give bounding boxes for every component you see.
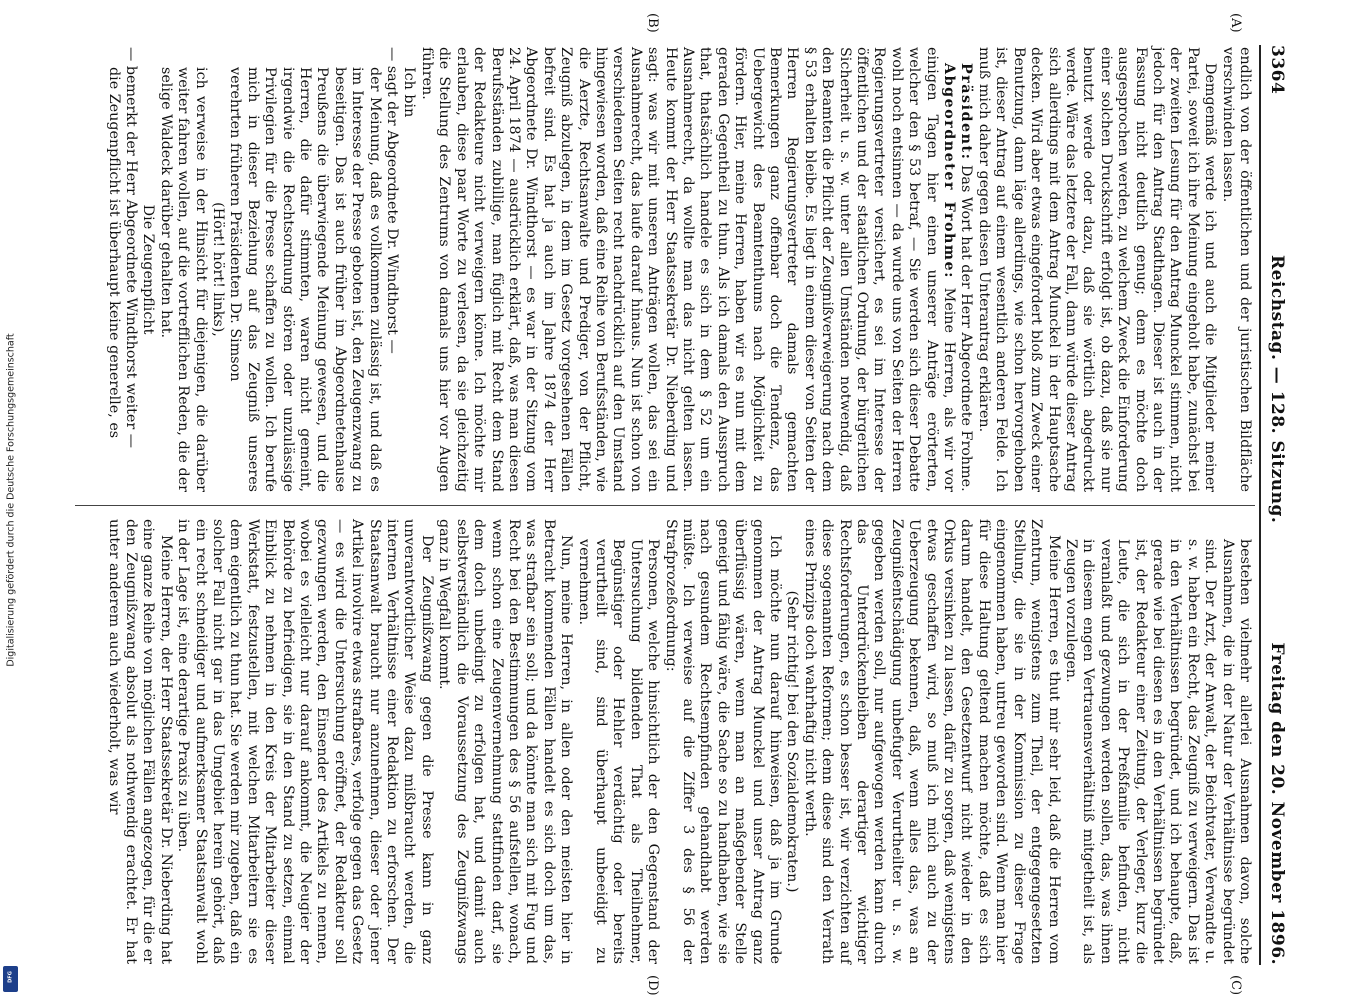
quote-paragraph: ich verweise in der Hinsicht für diejenigen, die darüber weiter fahren wollen, auf die vortrefflichen Reden, die der selige Waldeck darüber gehalten hat.: [157, 67, 209, 492]
page-header: [1263, 45, 1287, 965]
header-date: Freitag den 20. November 1896.: [1267, 642, 1287, 965]
margin-letter-a: (A): [1228, 13, 1243, 33]
quote-paragraph: bestehen vielmehr allerlei Ausnahmen davon, solche Ausnahmen, die in der Natur der Verhältnisse begründet sind. Der Arzt, der Anwalt, der Beichtvater, Verwandte u. s. w. haben ein Recht, das Zeugniß zu verweigern. Das ist in den Verhältnissen begründet, und ich behaupte, daß, gerade wie bei diesen es in den Verhältnissen begründet ist, der Redakteur einer Zeitung, der Verleger, kurz die Leute, die sich in der Preßfamilie befinden, nicht veranlaßt und gezwungen werden sollen, das, was ihnen in diesem engen Vertrauensverhältniß mitgetheilt ist, als Zeugen vorzulegen.: [1062, 539, 1253, 964]
quote-paragraph: Personen, welche hinsichtlich der den Gegenstand der Untersuchung bildenden That als Theilnehmer, Begünstiger oder Hehler verdächtig oder bereits verurtheilt sind, sind überhaupt unbeeidigt zu vernehmen.: [575, 539, 662, 964]
dfg-logo: [3, 966, 18, 992]
header-title: Reichstag. — 128. Sitzung.: [1267, 255, 1287, 524]
quote-paragraph: die Zeugenpflicht ist überhaupt keine generelle, es: [105, 67, 122, 439]
left-column: [104, 47, 1253, 492]
digitization-credit: Digitalisierung gefördert durch die Deutsche Forschungsgemeinschaft: [5, 333, 17, 667]
paragraph: Meine Herren, es thut mir sehr leid, daß die Herren vom Zentrum, wenigstens zum Theil, der entgegengesetzten Stellung, die sie in der Kommission zu dieser Frage eingenommen haben, untreu geworden sind. Wenn man hier für diese Haltung geltend machen möchte, daß es sich darum handelt, den Gesetzentwurf nicht wieder in den Orkus versinken zu lassen, dafür zu sorgen, daß wenigstens etwas geschaffen wird, so muß ich mich auch zu der Ueberzeugung bekennen, daß, wenn alles das, was an Zeugnißentschädigung unbefugter Verurtheilter u. s. w. gegeben werden soll, nur aufgewogen werden kann durch das Unterdrückenbleiben derartiger wichtiger Rechtsforderungen, es schon besser ist, wir verzichten auf diese sogenannten Reformen; denn diese sind den Verrath eines Prinzips doch wahrhaftig nicht werth.: [801, 519, 1062, 964]
digitization-strip: [0, 0, 22, 1000]
speaker-name: Präsident:: [958, 63, 975, 161]
paragraph: Ich bin: [401, 67, 418, 118]
paragraph: Der Zeugnißzwang gegen die Presse kann in ganz unverantwortlicher Weise dazu mißbraucht werden, die internen Verhältnisse einer Redaktion zu erforschen. Der Staatsanwalt braucht nur anzunehmen, dieser oder jener Artikel involvire etwas strafbares, verfolge gegen das Gesetz — es wird die Untersuchung eröffnet, der Redakteur soll gezwungen werden, den Einsender des Artikels zu nennen, wobei es vielleicht nur darauf ankommt, die Neugier der Behörde zu befriedigen, sie in den Stand zu setzen, einmal Einblick zu nehmen in den Kreis der Mitarbeiter dieser Werkstatt, festzustellen, mit welchen Mitarbeitern sie es dem eigentlich zu thun hat. Sie werden mir zugeben, daß ein solcher Fall nicht gar in das Umgebiet herein gehört, daß ein recht schneidiger und aufmerksamer Staatsanwalt wohl in der Lage ist, eine derartige Praxis zu üben.: [175, 519, 435, 964]
paragraph: [957, 47, 974, 492]
paragraph: Demgemäß werde ich und auch die Mitglieder meiner Partei, soweit ich ihre Meinung eingeholt habe, zunächst bei der zweiten Lesung für den Antrag Munckel stimmen, nicht jedoch für den Antrag Stadthagen. Dieser ist auch in der Fassung nicht deutlich genug; denn es möchte doch ausgesprochen werden, zu welchem Zweck die Einforderung einer solchen Druckschrift erfolgt ist, ob dazu, daß sie nur benutzt werde oder dazu, daß sie wörtlich abgedruckt werde. Wäre das letztere der Fall, dann würde dieser Antrag sich allerdings mit dem Antrag Munckel in der Hauptsache decken. Wird aber etwas eingefordert bloß zum Zweck einer Benutzung, dann läge allerdings, wie schon hervorgehoben ist, dieser Antrag auf einem wesentlich anderen Felde. Ich muß mich daher gegen diesen Unterantrag erklären.: [975, 47, 1219, 492]
paragraph: — bemerkt der Herr Abgeordnete Windthorst weiter —: [123, 47, 139, 449]
paragraph: [418, 47, 958, 492]
scanned-page: [55, 5, 1305, 1005]
paragraph: Meine Herren, der Herr Staatssekretär Dr. Nieberding hat eine ganze Reihe von möglichen Fällen angezogen, für die er den Zeugnißzwang absolut als nothwendig erachtet. Er hat unter anderem auch wiederholt, was wir: [105, 519, 174, 964]
speaker-name: Abgeordneter Frohme:: [941, 63, 958, 279]
column-divider: [75, 505, 1255, 506]
speech-text: Meine Herren, als wir vor einigen Tagen hier einen unserer Anträge erörterten, welcher den § 53 betraf, — Sie werden sich dieser Debatte wohl noch entsinnen — da wurde uns von Seiten der Herren Regierungsvertreter versichert, es sei im Interesse der öffentlichen und der staatlichen Ordnung, der bürgerlichen Sicherheit u. s. w. unter allen Umständen notwendig, daß den Beamten die Pflicht der Zeugnißverweigerung nach dem § 53 erhalten bleibe. Es liegt in einem dieser von Seiten der Herren Regierungsvertreter damals gemachten Bemerkungen ganz offenbar doch die Tendenz, das Uebergewicht des Beamtenthums nach Möglichkeit zu fördern. Hier, meine Herren, haben wir es nun mit dem geraden Gegentheil zu thun. Als ich damals den Ausspruch that, thatsächlich handele es sich in dem § 52 um ein Ausnahmerecht, da wollte man das nicht gelten lassen. Heute kommt der Herr Staatssekretär Dr. Nieberding und sagt: was wir mit unseren Anträgen wollen, das sei ein Ausnahmerecht, das laufe darauf hinaus. Nun ist schon von verschiedenen Seiten recht nachdrücklich auf den Umstand hingewiesen worden, daß eine Reihe von Berufsständen, wie die Aerzte, Rechtsanwalte und Prediger, von der Pflicht, Zeugniß abzulegen, in dem im Gesetz vorgesehenen Fällen befreit sind. Es hat ja auch im Jahre 1874 der Herr Abgeordnete Dr. Windthorst — es war in der Sitzung vom 24. April 1874 — ausdrücklich erklärt, daß, was man diesen Berufsständen zubillige, man füglich mit Recht dem Stand der Redakteure nicht verweigern könne. Ich möchte mir erlauben, diese paar Worte zu verlesen, da sie gleichzeitig die Stellung des Zentrums von damals uns hier vor Augen führen.: [418, 47, 958, 493]
interjection: (Sehr richtig! bei den Sozialdemokraten.): [784, 590, 801, 893]
right-column: [104, 519, 1253, 964]
header-rule: [1259, 45, 1261, 965]
paragraph: Ich möchte nun darauf hinweisen, daß ja im Grunde genommen der Antrag Munckel und unser Antrag ganz überflüssig wären, wenn man an maßgebender Stelle geneigt und fähig wäre, die Sache so zu handhaben, wie sie nach gesundem Rechtsempfinden gehandhabt werden müßte. Ich verweise auf die Ziffer 3 des § 56 der Strafprozeßordnung:: [662, 519, 784, 964]
interjection: (Hört! hört! links),: [210, 202, 227, 337]
margin-letter-b: (B): [645, 13, 660, 33]
paragraph: Die Zeugenpflicht: [140, 204, 157, 335]
quote-paragraph: der Meinung, daß es vollkommen zulässig ist, und daß es im Interesse der Presse geboten ist, den Zeugenzwang zu beseitigen. Das ist auch früher im Abgeordnetenhause Preußens die überwiegende Meinung gewesen, und die Herren, die dafür stimmten, waren nicht gemeint, irgendwie die Rechtsordnung stören oder unzulässige Privilegien für die Presse schaffen zu wollen. Ich berufe mich in dieser Beziehung auf das Zeugniß unseres verehrten früheren Präsidenten Dr. Simson: [227, 67, 383, 492]
margin-letter-c: (C): [1228, 975, 1243, 996]
paragraph: Nun, meine Herren, in allen oder den meisten hier in Betracht kommenden Fällen handelt es sich doch um das, was strafbar sein soll; und da könnte man sich mit Fug und Recht bei den Bestimmungen des § 56 aufstellen, wonach, wenn schon eine Zeugenvernehmung stattfinden darf, sie dem doch unbedingt zu erfolgen hat, und damit auch selbstverständlich die Voraussetzung des Zeugnißzwangs ganz in Wegfall kommt.: [436, 519, 575, 964]
dfg-logo-label: DFG: [7, 971, 14, 983]
paragraph: — sagt der Abgeordnete Dr. Windthorst —: [384, 47, 401, 354]
page-number: 3364: [1267, 45, 1287, 95]
paragraph: endlich von der öffentlichen und der juristischen Bildfläche verschwinden lassen.: [1219, 47, 1253, 492]
speech-text: Das Wort hat der Herr Abgeordnete Frohme.: [958, 164, 975, 492]
margin-letter-d: (D): [645, 975, 660, 996]
